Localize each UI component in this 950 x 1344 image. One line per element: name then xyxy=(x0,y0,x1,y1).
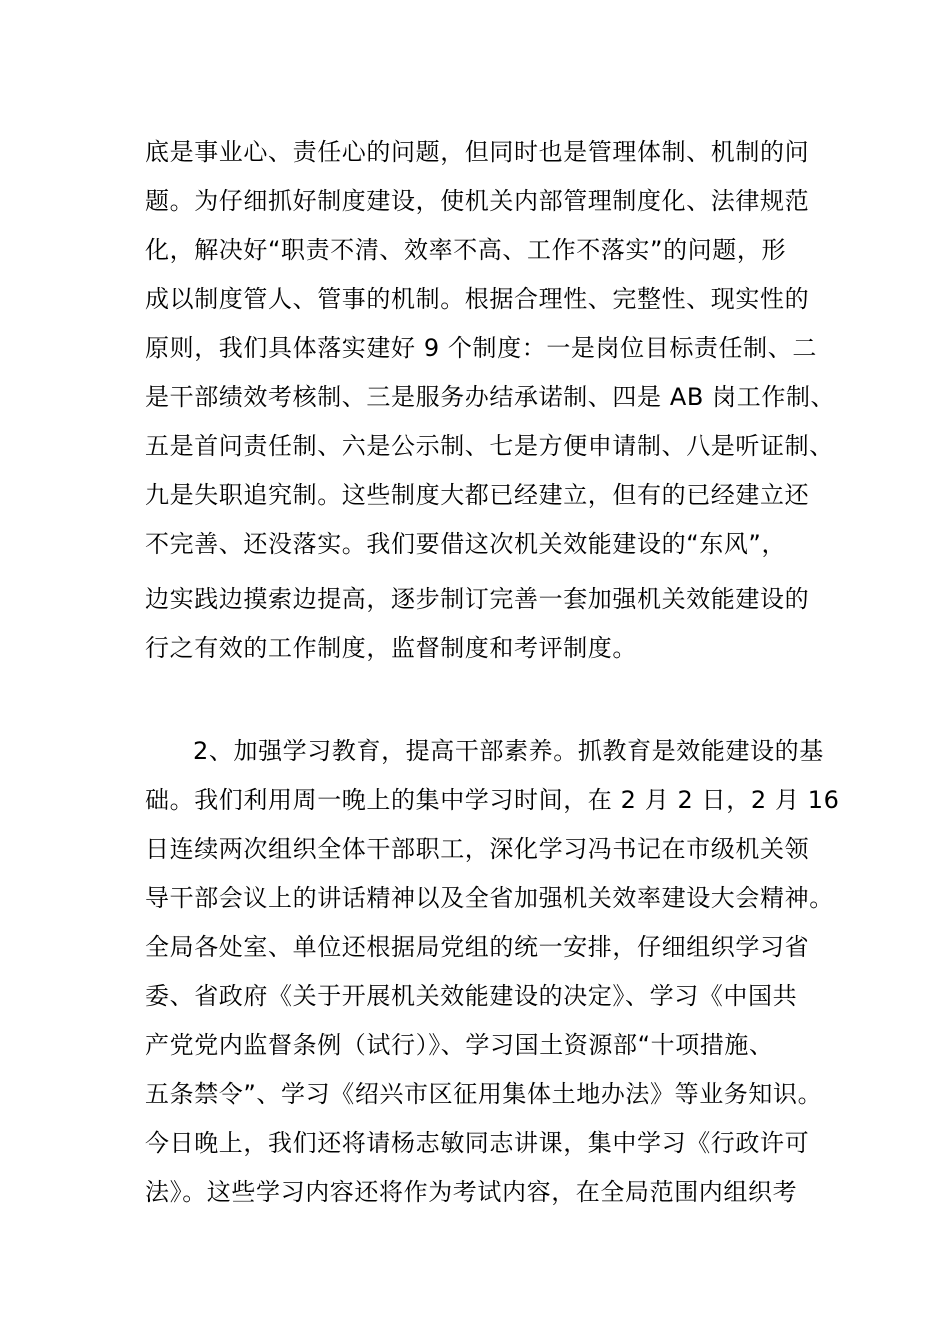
paragraph-1-line-5: 原则，我们具体落实建好 9 个制度：一是岗位目标责任制、二 xyxy=(145,334,817,362)
paragraph-1-line-6: 是干部绩效考核制、三是服务办结承诺制、四是 AB 岗工作制、 xyxy=(145,383,836,411)
paragraph-2-line-4: 导干部会议上的讲话精神以及全省加强机关效率建设大会精神。 xyxy=(145,884,834,912)
paragraph-2-line-2: 础。我们利用周一晚上的集中学习时间，在 2 月 2 日，2 月 16 xyxy=(145,786,840,814)
paragraph-1-line-3: 化，解决好“职责不清、效率不高、工作不落实”的问题，形 xyxy=(145,236,787,264)
paragraph-2-line-1: 2、加强学习教育，提高干部素养。抓教育是效能建设的基 xyxy=(193,737,824,765)
paragraph-1-line-4: 成以制度管人、管事的机制。根据合理性、完整性、现实性的 xyxy=(145,285,810,313)
paragraph-2-line-5: 全局各处室、单位还根据局党组的统一安排，仔细组织学习省 xyxy=(145,933,810,961)
paragraph-1-line-2: 题。为仔细抓好制度建设，使机关内部管理制度化、法律规范 xyxy=(145,187,810,215)
paragraph-1-line-8: 九是失职追究制。这些制度大都已经建立，但有的已经建立还 xyxy=(145,481,810,509)
paragraph-1-line-10: 边实践边摸索边提高，逐步制订完善一套加强机关效能建设的 xyxy=(145,585,810,613)
paragraph-1-line-11: 行之有效的工作制度，监督制度和考评制度。 xyxy=(145,634,637,662)
paragraph-2-line-8: 五条禁令”、学习《绍兴市区征用集体土地办法》等业务知识。 xyxy=(145,1080,823,1108)
paragraph-1-line-7: 五是首问责任制、六是公示制、七是方便申请制、八是听证制、 xyxy=(145,432,834,460)
paragraph-2-line-10: 法》。这些学习内容还将作为考试内容，在全局范围内组织考 xyxy=(145,1178,798,1206)
paragraph-1-line-9: 不完善、还没落实。我们要借这次机关效能建设的“东风”， xyxy=(145,530,787,558)
paragraph-2-line-3: 日连续两次组织全体干部职工，深化学习冯书记在市级机关领 xyxy=(145,835,810,863)
paragraph-2-line-9: 今日晚上，我们还将请杨志敏同志讲课，集中学习《行政许可 xyxy=(145,1129,810,1157)
paragraph-2-line-6: 委、省政府《关于开展机关效能建设的决定》、学习《中国共 xyxy=(145,982,798,1010)
paragraph-1-line-1: 底是事业心、责任心的问题，但同时也是管理体制、机制的问 xyxy=(145,138,810,166)
paragraph-2-line-7: 产党党内监督条例（试行）》、学习国土资源部“十项措施、 xyxy=(145,1031,774,1059)
